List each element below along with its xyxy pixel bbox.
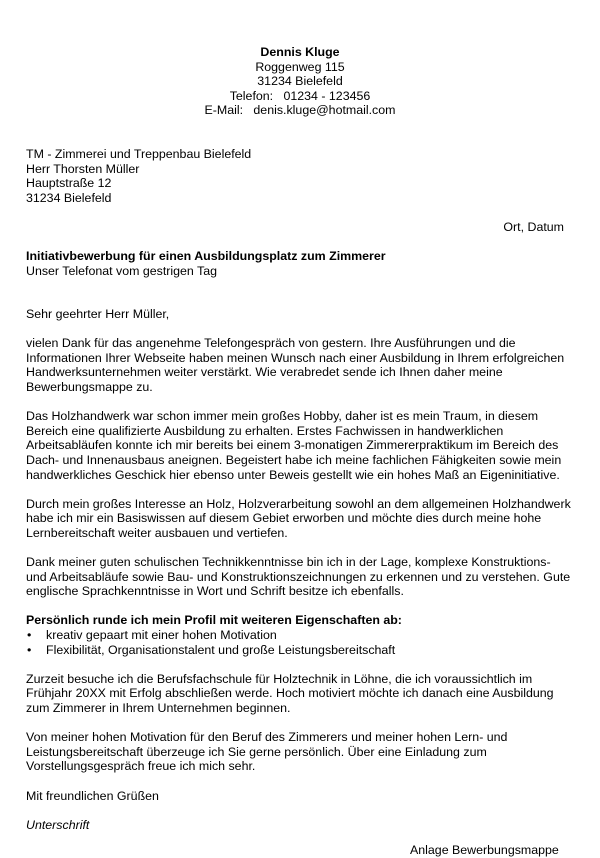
body-paragraph: Dank meiner guten schulischen Technikkenntnisse bin ich in der Lage, komplexe Konstruktions- und Arbeitsabläufe sowie Bau- und Konstruktionszeichnungen zu erkennen und zu verstehen. Gute englische Sprachkenntnisse in Wort und Schrift besitze ich ebenfalls.	[26, 555, 571, 599]
greeting: Mit freundlichen Grüßen	[26, 788, 159, 803]
salutation: Sehr geehrter Herr Müller,	[26, 307, 170, 321]
profile-heading: Persönlich runde ich mein Profil mit weiteren Eigenschaften ab:	[26, 613, 402, 628]
sender-street: Roggenweg 115	[255, 59, 345, 74]
list-item	[26, 643, 574, 658]
recipient-contact: Herr Thorsten Müller	[26, 161, 140, 176]
place-date: Ort, Datum	[503, 220, 564, 234]
traits-list	[26, 628, 574, 657]
list-item	[26, 628, 574, 643]
attachment-note: Anlage Bewerbungsmappe	[410, 843, 559, 857]
body-paragraph: vielen Dank für das angenehme Telefongespräch von gestern. Ihre Ausführungen und die Informationen Ihrer Webseite haben meinen Wunsch nach einer Ausbildung in Ihrem erfolgreichen Handwerksunternehmen weiter verstärkt. Wie verabredet sende ich Ihnen daher meine Bewerbungsmappe zu.	[26, 336, 565, 394]
body-paragraph: Durch mein großes Interesse an Holz, Holzverarbeitung sowohl an dem allgemeinen Holzhandwerk habe ich mir ein Basiswissen auf diesem Gebiet erworben und möchte dies durch meine hohe Lernbereitschaft weiter ausbauen und vertiefen.	[26, 496, 571, 540]
closing-paragraph: Zurzeit besuche ich die Berufsfachschule für Holztechnik in Löhne, die ich voraussichtlich im Frühjahr 20XX mit Erfolg abschließen werde. Hoch motiviert möchte ich danach eine Ausbildung zum Zimmerer in Ihrem Unternehmen beginnen.	[26, 671, 554, 716]
recipient-street: Hauptstraße 12	[26, 176, 112, 191]
subject-line: Initiativbewerbung für einen Ausbildungsplatz zum Zimmerer	[26, 249, 386, 263]
sender-email: E-Mail: denis.kluge@hotmail.com	[204, 103, 396, 118]
recipient-company: TM - Zimmerei und Treppenbau Bielefeld	[26, 147, 252, 161]
subject-block	[26, 249, 386, 278]
letter-body	[26, 307, 574, 847]
closing-paragraph: Von meiner hohen Motivation für den Beruf des Zimmerers und meiner hohen Lern- und Leistungsbereitschaft überzeuge ich Sie gerne persönlich. Über eine Einladung zum Vorstellungsgespräch freue ich mich sehr.	[26, 730, 508, 774]
bullet-icon: •	[27, 628, 32, 643]
trait-text: Flexibilität, Organisationstalent und große Leistungsbereitschaft	[46, 642, 396, 657]
trait-text: kreativ gepaart mit einer hohen Motivation	[46, 628, 277, 643]
reference-line: Unser Telefonat vom gestrigen Tag	[26, 263, 218, 278]
recipient-block	[26, 147, 251, 205]
recipient-city: 31234 Bielefeld	[26, 190, 112, 205]
sender-name: Dennis Kluge	[260, 45, 340, 59]
bullet-icon: •	[27, 642, 32, 657]
signature: Unterschrift	[26, 817, 90, 832]
sender-phone: Telefon: 01234 - 123456	[229, 88, 371, 103]
sender-city: 31234 Bielefeld	[257, 74, 343, 89]
body-paragraph: Das Holzhandwerk war schon immer mein großes Hobby, daher ist es mein Traum, in diesem Bereich eine qualifizierte Ausbildung zu erhalten. Erstes Fachwissen in handwerklichen Arbeitsabläufen konnte ich mir bereits bei einem 3-monatigen Zimmererpraktikum im Bereich des Dach- und Innenausbaus aneignen. Begeistert habe ich meine fachlichen Fähigkeiten sowie mein handwerkliches Geschick hier ebenso unter Beweis gestellt wie ein hohes Maß an Eigeninitiative.	[26, 409, 562, 482]
sender-block	[0, 45, 600, 118]
